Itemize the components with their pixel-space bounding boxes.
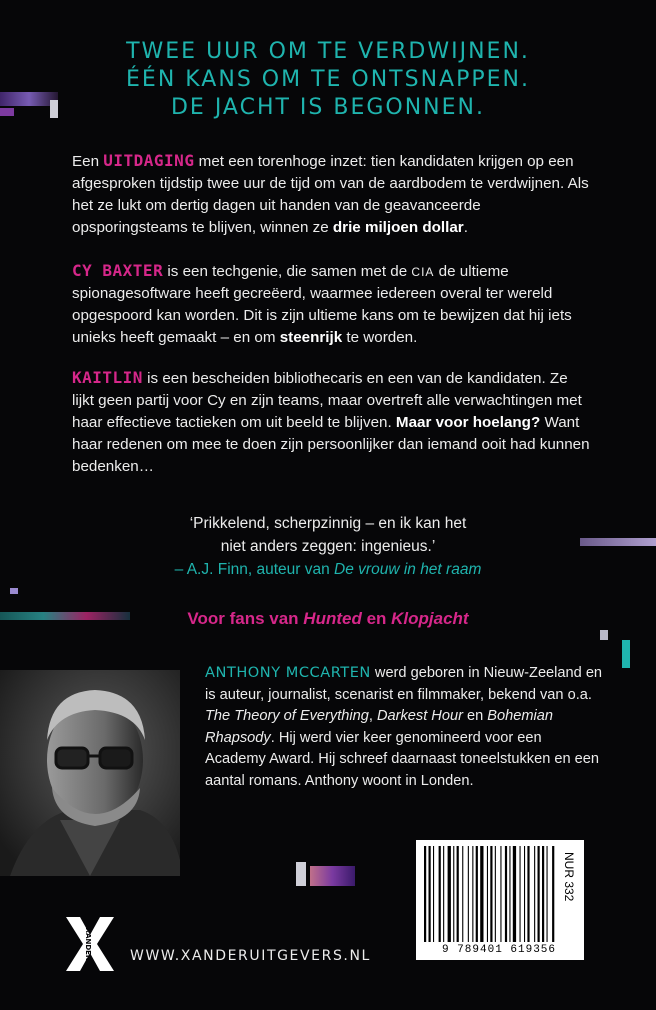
barcode-bar <box>433 846 434 942</box>
glitch-decoration <box>622 640 630 668</box>
barcode-bar <box>453 846 454 942</box>
fans-line <box>0 609 656 629</box>
title-text: Klopjacht <box>391 609 469 628</box>
text: . <box>463 219 468 236</box>
tagline <box>0 38 656 122</box>
barcode-bar <box>500 846 501 942</box>
author-name: ANTHONY MCCARTEN <box>205 664 371 681</box>
x-logo-icon <box>62 915 118 973</box>
bold-text: drie miljoen dollar <box>332 219 464 236</box>
barcode-bar <box>472 846 473 942</box>
barcode-bar <box>547 846 548 942</box>
barcode-bar <box>429 846 431 942</box>
barcode-bar <box>462 846 463 942</box>
nur-code <box>560 852 580 932</box>
quote-line: niet anders zeggen: ingenieus.’ <box>220 538 436 555</box>
title-text: Bohemian Rhapsody <box>205 708 553 746</box>
blurb-paragraph-cy-baxter <box>72 260 592 349</box>
quote-attribution <box>0 558 656 581</box>
barcode-bar <box>505 846 507 942</box>
quote-line: ‘Prikkelend, scherpzinnig – en ik kan het <box>189 515 467 532</box>
bold-text: steenrijk <box>279 329 343 346</box>
barcode-bar <box>552 846 554 942</box>
bold-text: Maar voor hoelang? <box>395 414 541 431</box>
barcode-bar <box>476 846 478 942</box>
tagline-line: DE JACHT IS BEGONNEN. <box>170 95 485 120</box>
barcode-bar <box>443 846 444 942</box>
text: – A.J. Finn, auteur van <box>174 561 335 578</box>
title-text: Hunted <box>303 609 362 628</box>
barcode-bar <box>448 846 451 942</box>
author-bio <box>205 662 605 792</box>
text: is een techgenie, die samen met de <box>163 263 412 280</box>
glitch-decoration <box>296 862 306 886</box>
text: Voor fans van <box>187 609 304 628</box>
tagline-line: TWEE UUR OM TE VERDWIJNEN. <box>126 39 530 64</box>
glitch-decoration <box>310 866 355 886</box>
small-caps-text: CIA <box>411 265 435 279</box>
barcode-bar <box>457 846 459 942</box>
text: , <box>368 708 377 724</box>
barcode-bar <box>538 846 540 942</box>
barcode-bar <box>495 846 496 942</box>
barcode-bars <box>416 840 584 960</box>
nur-text: NUR 332 <box>562 852 576 902</box>
barcode-bar <box>527 846 529 942</box>
text: en <box>462 708 488 724</box>
barcode-bar <box>534 846 535 942</box>
book-title: De vrouw in het raam <box>334 561 482 578</box>
title-text: Darkest Hour <box>376 708 463 724</box>
keyword-highlight: UITDAGING <box>103 151 195 170</box>
barcode-bar <box>524 846 525 942</box>
barcode-bar <box>487 846 488 942</box>
barcode-bar <box>513 846 516 942</box>
blurb-paragraph-kaitlin <box>72 367 592 478</box>
barcode-bar <box>490 846 492 942</box>
text: . Hij werd vier keer genomineerd voor een Academy Award. Hij schreef daarnaast toneelstukken en een aantal romans. Anthony woont in Londen. <box>205 729 599 789</box>
keyword-highlight: KAITLIN <box>72 368 143 387</box>
author-photo <box>0 670 180 876</box>
text: werd geboren in Nieuw-Zeeland en is auteur, journalist, scenarist en filmmaker, bekend van o.a. <box>205 665 603 703</box>
isbn-number: 9 789401 619356 <box>441 944 557 956</box>
text: met een torenhoge inzet: tien kandidaten krijgen op een afgesproken tijdstip twee uur de tijd om van de aardbodem te verdwijnen. Als het ze lukt om dertig dagen uit handen van de geavanceerde opsporingsteams te blijven, winnen ze <box>72 153 589 236</box>
text: de ultieme spionagesoftware heeft gecreëerd, waarmee iedereen overal ter wereld opgespoord kan worden. Dit is zijn ultieme kans om te bewijzen dat hij iets unieks heeft gemaakt – en om <box>72 263 572 346</box>
text: is een bescheiden bibliothecaris en een van de kandidaten. Ze lijkt geen partij voor Cy en zijn teams, maar overtreft alle verwachtingen met haar effectieve tactieken om uit beeld te blijven. <box>72 370 582 431</box>
barcode <box>416 840 584 960</box>
svg-text:XANDER: XANDER <box>84 927 92 961</box>
blurb-paragraph-challenge <box>72 150 592 239</box>
barcode-bar <box>480 846 483 942</box>
barcode-bar <box>424 846 426 942</box>
glitch-decoration <box>600 630 608 640</box>
title-text: The Theory of Everything <box>205 708 369 724</box>
publisher-logo <box>62 915 118 973</box>
barcode-bar <box>439 846 441 942</box>
text: Een <box>72 153 104 170</box>
barcode-bar <box>468 846 469 942</box>
text: Want haar redenen om mee te doen zijn persoonlijker dan iemand ooit had kunnen bedenken… <box>72 414 590 475</box>
tagline-line: ÉÉN KANS OM TE ONTSNAPPEN. <box>126 67 530 92</box>
barcode-bar <box>520 846 521 942</box>
barcode-bar <box>509 846 510 942</box>
keyword-highlight: CY BAXTER <box>72 261 164 280</box>
website-url: WWW.XANDERUITGEVERS.NL <box>130 948 371 964</box>
text: te worden. <box>342 329 418 346</box>
review-quote <box>0 512 656 581</box>
glitch-decoration <box>10 588 18 594</box>
text: en <box>361 609 392 628</box>
barcode-bar <box>542 846 544 942</box>
